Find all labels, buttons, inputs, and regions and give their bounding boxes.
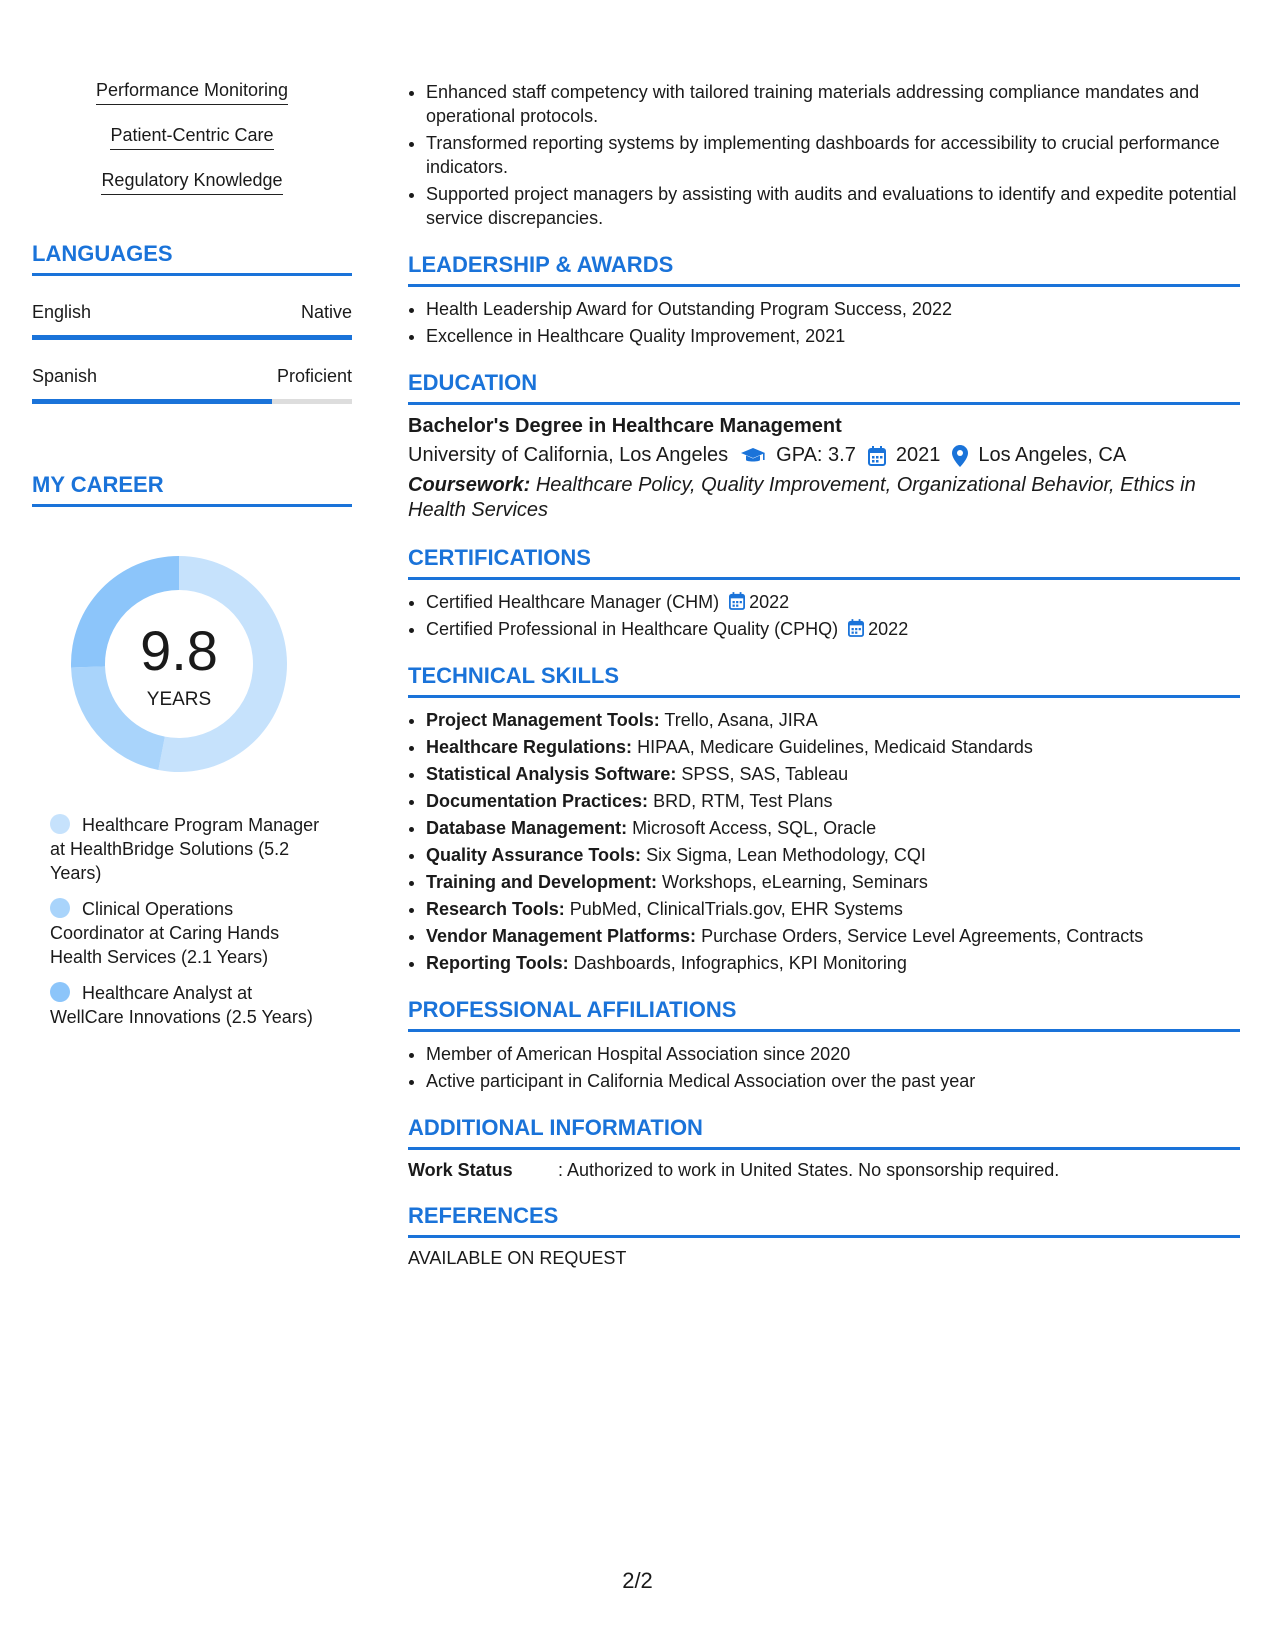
skill-values: Six Sigma, Lean Methodology, CQI [641,845,926,865]
career-legend-text: Healthcare Analyst at WellCare Innovations (2.5 Years) [50,983,313,1027]
award-item: • Excellence in Healthcare Quality Improvement, 2021 [426,324,1240,348]
career-total-years: 9.8 [140,619,218,682]
skill-values: HIPAA, Medicare Guidelines, Medicaid Standards [632,737,1033,757]
skill-values: PubMed, ClinicalTrials.gov, EHR Systems [564,899,903,919]
language-proficiency-bar [32,335,352,340]
experience-bullet: • Supported project managers by assisting with audits and evaluations to identify and expedite potential service discrepancies. [426,182,1240,230]
affiliations-title: PROFESSIONAL AFFILIATIONS [408,997,1240,1032]
legend-dot-icon [50,898,70,918]
skill-values: Trello, Asana, JIRA [659,710,818,730]
technical-skill-item [426,789,1240,813]
technical-skill-item [426,762,1240,786]
skill-tag: Performance Monitoring [96,80,288,105]
award-item: • Health Leadership Award for Outstanding Program Success, 2022 [426,297,1240,321]
career-legend-item [50,897,330,969]
experience-bullet: • Transformed reporting systems by implementing dashboards for accessibility to crucial performance indicators. [426,131,1240,179]
work-status-value: : Authorized to work in United States. No sponsorship required. [558,1160,1060,1180]
skill-category: Database Management: [426,818,628,838]
technical-skills-list [408,708,1240,975]
language-item [32,366,352,404]
skill-category: Healthcare Regulations: [426,737,633,757]
gpa: GPA: 3.7 [776,444,856,466]
language-proficiency-fill [32,399,272,404]
skill-values: Microsoft Access, SQL, Oracle [627,818,877,838]
certification-item [426,617,1240,641]
coursework [408,473,1240,523]
skill-category: Quality Assurance Tools: [426,845,642,865]
calendar-icon [729,592,745,610]
calendar-icon [868,446,886,466]
references-title: REFERENCES [408,1203,1240,1238]
work-status-row [408,1160,1240,1181]
career-legend-item [50,981,330,1029]
skill-values: SPSS, SAS, Tableau [676,764,849,784]
language-item [32,302,352,340]
skill-category: Project Management Tools: [426,710,660,730]
certification-year: 2022 [868,619,909,639]
coursework-label: Coursework: [408,474,531,496]
right-column [408,80,1240,1269]
language-level: Native [300,302,352,322]
leadership-list [408,297,1240,348]
certification-name: Certified Healthcare Manager (CHM) [426,592,720,612]
skill-values: Workshops, eLearning, Seminars [657,872,928,892]
technical-skill-item [426,816,1240,840]
affiliation-item: • Member of American Hospital Association since 2020 [426,1042,1240,1066]
education-details [408,444,1240,467]
technical-skill-item [426,870,1240,894]
certification-item [426,590,1240,614]
location-pin-icon [952,445,968,467]
leadership-title: LEADERSHIP & AWARDS [408,252,1240,287]
school-name: University of California, Los Angeles [408,444,729,466]
technical-skill-item [426,708,1240,732]
additional-info-title: ADDITIONAL INFORMATION [408,1115,1240,1150]
left-column [32,80,352,1041]
career-legend-item [50,813,330,885]
career-title: MY CAREER [32,472,352,507]
graduation-year: 2021 [895,444,941,466]
certification-name: Certified Professional in Healthcare Quality (CPHQ) [426,619,839,639]
technical-skill-item [426,843,1240,867]
skill-category: Documentation Practices: [426,791,649,811]
technical-skill-item [426,897,1240,921]
skill-category: Training and Development: [426,872,658,892]
references-text: AVAILABLE ON REQUEST [408,1248,627,1268]
skill-category: Reporting Tools: [426,953,569,973]
education-location: Los Angeles, CA [978,444,1127,466]
experience-bullets [408,80,1240,230]
skill-category: Vendor Management Platforms: [426,926,697,946]
coursework-text: Healthcare Policy, Quality Improvement, Organizational Behavior, Ethics in Health Services [408,474,1196,521]
legend-dot-icon [50,814,70,834]
graduation-cap-icon [740,447,766,465]
affiliations-list [408,1042,1240,1093]
technical-skill-item [426,951,1240,975]
technical-skill-item [426,924,1240,948]
technical-skill-item [426,735,1240,759]
work-status-label: Work Status [408,1160,513,1180]
skill-tag: Patient-Centric Care [110,125,273,150]
skill-values: Dashboards, Infographics, KPI Monitoring [568,953,907,973]
calendar-icon [848,619,864,637]
language-proficiency-bar [32,399,352,404]
skill-category: Research Tools: [426,899,565,919]
skill-values: BRD, RTM, Test Plans [648,791,833,811]
certifications-title: CERTIFICATIONS [408,545,1240,580]
skill-values: Purchase Orders, Service Level Agreements, Contracts [696,926,1144,946]
legend-dot-icon [50,982,70,1002]
affiliation-item: • Active participant in California Medical Association over the past year [426,1069,1240,1093]
certifications-list [408,590,1240,641]
languages-title: LANGUAGES [32,241,352,276]
skill-tag: Regulatory Knowledge [101,170,282,195]
page-number: 2/2 [622,1568,653,1593]
education-title: EDUCATION [408,370,1240,405]
career-years-label: YEARS [146,689,212,710]
language-name: English [32,302,92,322]
certification-year: 2022 [749,592,790,612]
degree-name: Bachelor's Degree in Healthcare Management [408,415,842,437]
career-legend [50,813,330,1029]
skill-category: Statistical Analysis Software: [426,764,677,784]
language-level: Proficient [276,366,352,386]
experience-bullet: • Enhanced staff competency with tailored training materials addressing compliance mandates and operational protocols. [426,80,1240,128]
language-name: Spanish [32,366,98,386]
career-legend-text: Healthcare Program Manager at HealthBridge Solutions (5.2 Years) [50,815,320,883]
technical-skills-title: TECHNICAL SKILLS [408,663,1240,698]
career-donut-chart [66,551,292,777]
career-legend-text: Clinical Operations Coordinator at Caring Hands Health Services (2.1 Years) [50,899,280,967]
language-proficiency-fill [32,335,352,340]
